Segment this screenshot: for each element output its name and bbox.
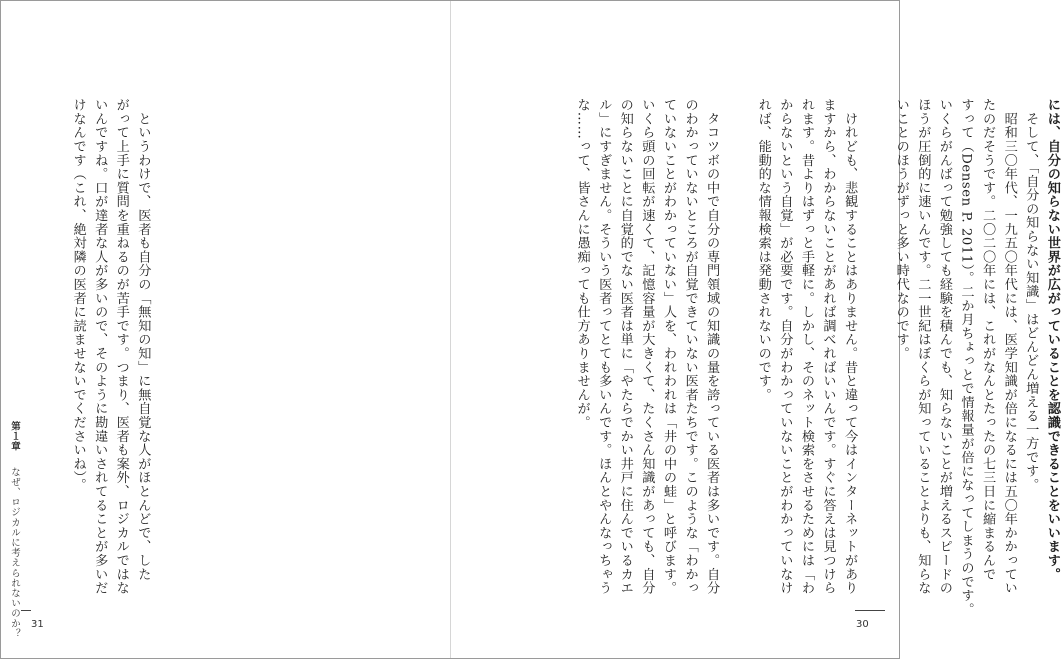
body-line: タコツボの中で自分の専門領域の知識の量を誇っている医者は多いです。自分 (704, 98, 720, 595)
body-line: いんですね。口が達者な人が多いので、そのように勘違いされてることが多いだ (92, 98, 108, 595)
body-line: ていないことがわかっていない」人を、われわれは「井の中の蛙」と呼びます。 (660, 98, 676, 595)
body-line: ますから、わからないことがあれば調べればいいんです。すぐに答えは見つけら (820, 98, 836, 595)
body-line: のわかっていないところが自覚できていない医者たちです。このような「わかっ (682, 98, 698, 595)
body-line: けれども、悲観することはありません。昔と違って今はインターネットがあり (842, 98, 858, 595)
body-line: ル」にすぎません。そういう医者ってとても多いんです。ほんとやんなっちゃう (596, 98, 612, 595)
page-number-right: 30 (856, 619, 869, 630)
body-line-emphasis: には、自分の知らない世界が広がっていることを認識できることをいいます。 (1044, 98, 1060, 581)
body-line: ほうが圧倒的に速いんです。二一世紀はぼくらが知っていることよりも、知らな (915, 98, 931, 595)
running-head (7, 421, 21, 639)
body-line: いくら頭の回転が速くて、記憶容量が大きくて、たくさん知識があっても、自分 (639, 98, 655, 595)
left-page-body (67, 98, 153, 595)
gutter-divider (450, 1, 451, 658)
body-line: けなんです（これ、絶対隣の医者に読ませないでくださいね）。 (70, 98, 86, 492)
right-page-body (571, 98, 1063, 617)
body-line: そして、「自分の知らない知識」はどんどん増える一方です。 (1023, 98, 1039, 492)
body-line: というわけで、医者も自分の「無知の知」に無自覚な人がほとんどで、した (135, 98, 151, 581)
body-line: からないという自覚」が必要です。自分がわかっていないことがわかっていなけ (777, 98, 793, 595)
page-number-left: 31 (31, 619, 44, 630)
chapter-title: なぜ、ロジカルに考えられないのか？ (9, 466, 20, 639)
body-line: 昭和三〇年代、一九五〇年代には、医学知識が倍になるには五〇年かかってい (1001, 98, 1017, 595)
body-line: の知らないことに自覚的でない医者は単に「やたらでかい井戸に住んでいるカエ (617, 98, 633, 595)
body-line: れます。昔よりはずっと手軽に。しかし、そのネット検索をさせるためには「わ (798, 98, 814, 595)
body-line: がって上手に質問を重ねるのが苦手です。つまり、医者も案外、ロジカルではな (113, 98, 129, 595)
folio-rule-right (855, 610, 885, 611)
body-line: な……って、皆さんに愚痴っても仕方ありませんが。 (574, 98, 590, 430)
body-line: れば、能動的な情報検索は発動されないのです。 (755, 98, 771, 402)
folio-rule-left (21, 610, 31, 611)
chapter-number: 第１章 (9, 421, 20, 452)
body-line: たのだそうです。二〇二〇年には、これがなんとたったの七三日に縮まるんで (980, 98, 996, 581)
body-line: いことのほうがずっと多い時代なのです。 (893, 98, 909, 361)
body-line: いくらがんばって勉強しても経験を積んでも、知らないことが増えるスピードの (936, 98, 952, 595)
body-line: すって（Densen P. 2011）。二か月ちょっとで情報量が倍になってしまうのです。 (958, 98, 974, 617)
